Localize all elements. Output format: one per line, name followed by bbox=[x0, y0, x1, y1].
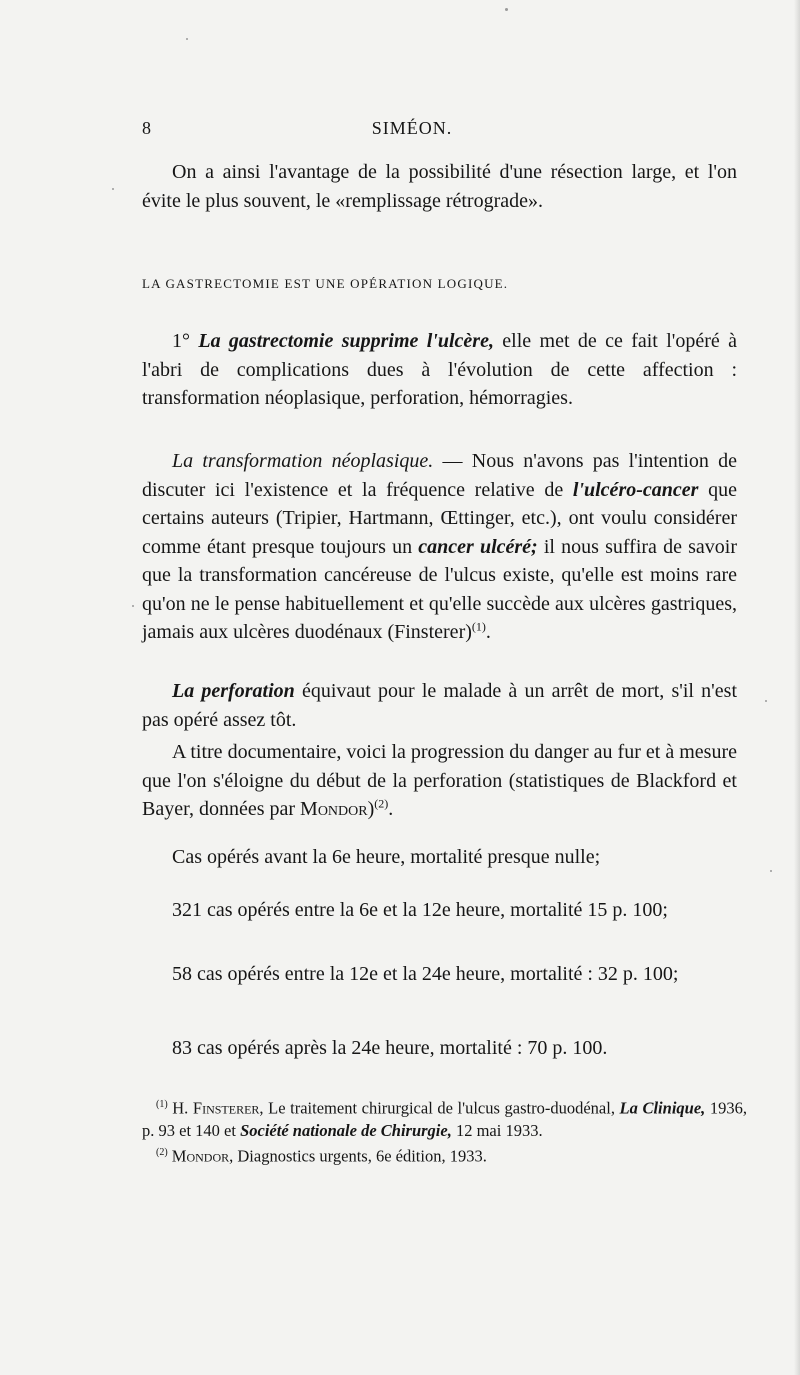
paragraph-4 bbox=[142, 677, 737, 734]
paragraph-1 bbox=[142, 158, 737, 215]
paper-speck bbox=[505, 8, 508, 11]
paper-speck bbox=[132, 605, 134, 607]
footnote-author: Mondor, bbox=[171, 1146, 234, 1165]
text-run: A titre documentaire, voici la progression du danger au fur et à mesure que l'on s'éloigne du début de la perforation (statistiques de Blackford et Bayer, données par bbox=[142, 741, 737, 820]
italic-term: l'ulcéro-cancer bbox=[572, 478, 699, 501]
paragraph-text bbox=[142, 677, 737, 734]
paragraph-text bbox=[142, 327, 737, 413]
paper-speck bbox=[770, 870, 772, 872]
text-run: 1936, p. 93 et 140 et bbox=[142, 1098, 747, 1140]
statistics-line-3 bbox=[142, 960, 737, 989]
italic-lead: La perforation bbox=[172, 680, 295, 702]
text-run: équivaut pour le malade à un arrêt de mort, s'il n'est pas opéré assez tôt. bbox=[142, 680, 737, 731]
statistic-text: 83 cas opérés après la 24e heure, mortalité : 70 p. 100. bbox=[172, 1037, 608, 1059]
page-edge-shadow bbox=[794, 0, 800, 1375]
statistic-text: 321 cas opérés entre la 6e et la 12e heure, mortalité 15 p. 100; bbox=[172, 899, 668, 921]
paragraph-2 bbox=[142, 327, 737, 413]
footnote-mark: (2) bbox=[156, 1146, 168, 1158]
statistic-text: Cas opérés avant la 6e heure, mortalité presque nulle; bbox=[172, 846, 601, 868]
society-title: Société nationale de Chirurgie, bbox=[240, 1120, 452, 1140]
statistics-line-2 bbox=[142, 896, 737, 925]
footnote-reference: (1) bbox=[471, 619, 486, 634]
statistics-line-4 bbox=[142, 1034, 737, 1063]
italic-term: cancer ulcéré; bbox=[418, 535, 538, 558]
text-run: Diagnostics urgents, 6e édition, 1933. bbox=[233, 1146, 487, 1165]
paragraph-text: On a ainsi l'avantage de la possibilité d'une résection large, et l'on évite le plus souvent, le «remplissage rétrograde». bbox=[142, 161, 737, 212]
paper-speck bbox=[112, 188, 114, 190]
footnote-1 bbox=[142, 1094, 747, 1142]
section-heading-block bbox=[142, 270, 737, 299]
paragraph-3 bbox=[142, 447, 737, 647]
journal-title: La Clinique, bbox=[619, 1098, 706, 1118]
footnotes bbox=[142, 1094, 747, 1167]
text-run: Le traitement chirurgical de l'ulcus gastro-duodénal, bbox=[263, 1098, 620, 1118]
italic-lead: La gastrectomie supprime l'ulcère, bbox=[198, 330, 494, 352]
paper-speck bbox=[186, 38, 188, 40]
text-run: — Nous n'avons pas l'intention de discuter ici l'existence et la fréquence relative de bbox=[142, 450, 738, 501]
italic-lead: La transformation néoplasique. bbox=[172, 450, 434, 472]
running-title: SIMÉON. bbox=[371, 118, 453, 138]
page-number: 8 bbox=[142, 118, 151, 138]
section-heading: LA GASTRECTOMIE EST UNE OPÉRATION LOGIQUE. bbox=[142, 276, 509, 291]
paragraph-text bbox=[142, 447, 737, 647]
paragraph-rest: elle met de ce fait l'opéré à l'abri de complications dues à l'évolution de cette affection : transformation néoplasique, perforation, hémorragies. bbox=[142, 330, 738, 409]
text-run: que certains auteurs (Tripier, Hartmann, Œttinger, etc.), ont voulu considérer comme étant presque toujours un bbox=[142, 478, 737, 558]
text-run: . bbox=[388, 798, 394, 820]
paragraph-5 bbox=[142, 738, 737, 824]
footnote-mark: (1) bbox=[156, 1099, 168, 1110]
text-run: . bbox=[485, 621, 491, 643]
statistic-text: 58 cas opérés entre la 12e et la 24e heure, mortalité : 32 p. 100; bbox=[172, 963, 679, 985]
footnote-2 bbox=[142, 1142, 747, 1168]
author-name: Mondor bbox=[300, 798, 368, 820]
page-header bbox=[142, 118, 682, 144]
statistics-line-1 bbox=[142, 843, 737, 872]
list-number: 1° bbox=[172, 330, 190, 352]
paper-speck bbox=[765, 700, 767, 702]
footnote-reference: (2) bbox=[374, 796, 389, 811]
footnote-author: H. Finsterer, bbox=[172, 1098, 264, 1118]
text-run: il nous suffira de savoir que la transformation cancéreuse de l'ulcus existe, qu'elle est moins rare qu'on ne le pense habituellement et qu'elle succède aux ulcères gastriques, jamais aux ulcères duodénaux (Finsterer) bbox=[142, 535, 737, 643]
text-run: 12 mai 1933. bbox=[451, 1120, 543, 1140]
paragraph-text: A titre documentaire, voici la progression du danger au fur et à mesure que l'on s'éloigne du début de la perforation (statistiques de Blackford et Bayer, données par Mondor)$^{(2)}$. bbox=[142, 741, 737, 820]
